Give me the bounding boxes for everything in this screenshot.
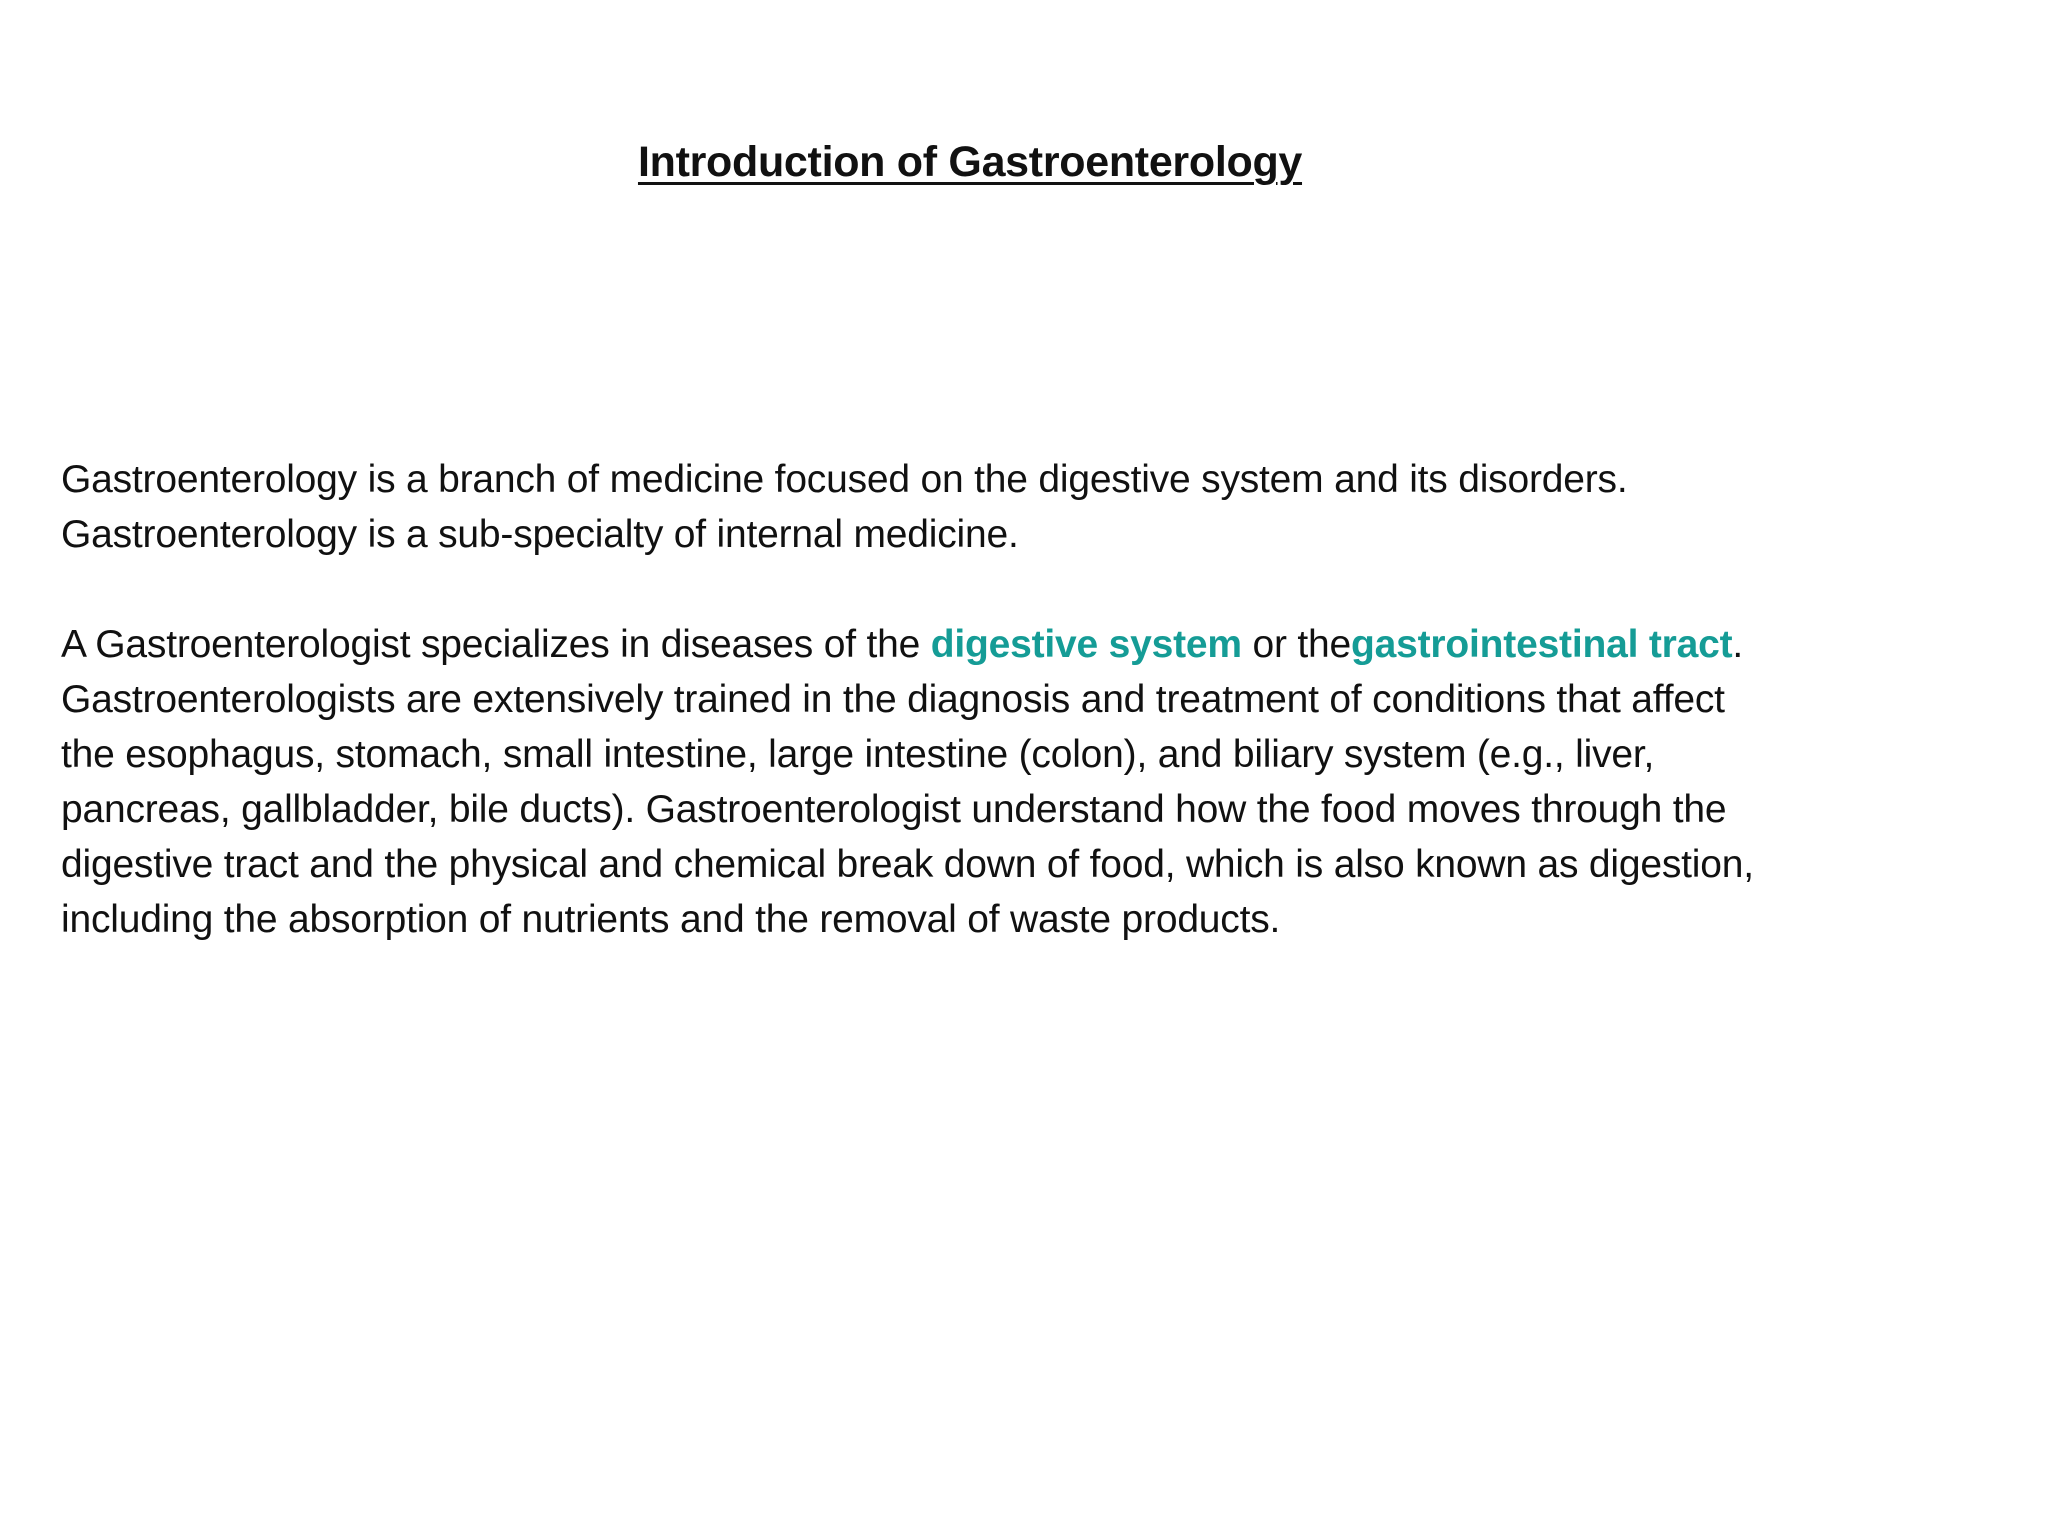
paragraph-line: Gastroenterology is a sub-specialty of internal medicine. (61, 513, 1019, 556)
line-text: . (1732, 623, 1744, 666)
paragraph-line: Gastroenterologists are extensively trained in the diagnosis and treatment of conditions that affect (61, 678, 1725, 721)
paragraph-line: Gastroenterology is a branch of medicine focused on the digestive system and its disorders. (61, 458, 1628, 501)
paragraph-line: digestive tract and the physical and chemical break down of food, which is also known as digestion, (61, 843, 1754, 886)
page-title: Introduction of Gastroenterology (637, 138, 1303, 186)
line-text: A Gastroenterologist specializes in diseases of the (61, 623, 931, 666)
intro-paragraph (61, 452, 2021, 562)
digestive-system-link[interactable]: digestive system (930, 623, 1242, 666)
paragraph-line: including the absorption of nutrients and the removal of waste products. (61, 898, 1281, 941)
paragraph-line: pancreas, gallbladder, bile ducts). Gastroenterologist understand how the food moves through the (61, 788, 1727, 831)
paragraph-line (61, 617, 2021, 672)
gastrointestinal-tract-link[interactable]: gastrointestinal tract (1351, 623, 1733, 666)
gastroenterologist-paragraph (61, 617, 2021, 947)
paragraph-line: the esophagus, stomach, small intestine, large intestine (colon), and biliary system (e.g., liver, (61, 733, 1655, 776)
line-text: or the (1241, 623, 1352, 666)
